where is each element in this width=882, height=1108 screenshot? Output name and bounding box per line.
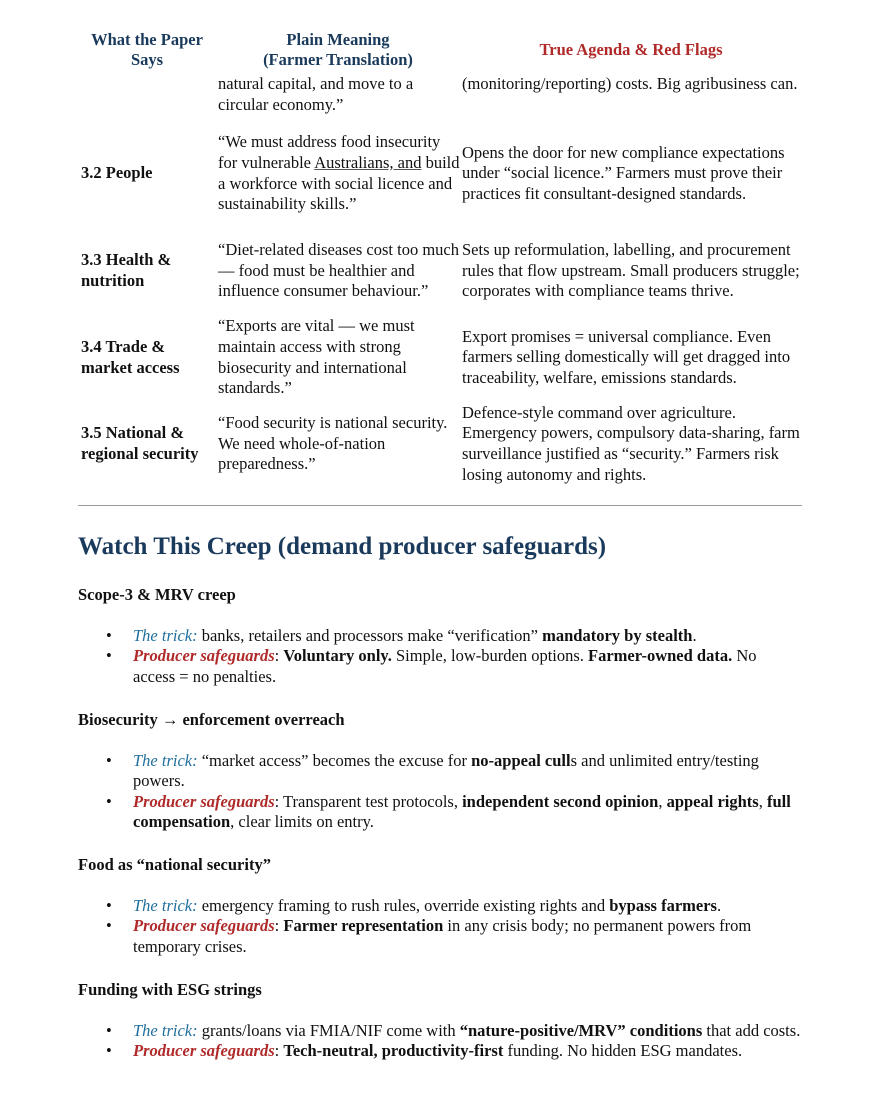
block-heading: Funding with ESG strings xyxy=(78,980,262,999)
list-item-trick: • The trick: banks, retailers and processors make “verification” mandatory by stealth. xyxy=(78,626,802,647)
cell-says: 3.3 Health & nutrition xyxy=(81,250,172,290)
cell-plain: “Exports are vital — we must maintain access with strong biosecurity and international standards.” xyxy=(218,316,415,398)
trick-label: The trick: xyxy=(133,750,198,770)
bullet-list xyxy=(78,896,802,958)
cell-plain: “Diet-related diseases cost too much — food must be healthier and influence consumer behaviour.” xyxy=(218,240,459,301)
cell-says: 3.2 People xyxy=(81,163,153,183)
table-row xyxy=(78,314,802,401)
cell-agenda: Defence-style command over agriculture. Emergency powers, compulsory data-sharing, farm surveillance justified as “security.” Farmers risk losing autonomy and rights. xyxy=(462,402,800,484)
block-heading: Food as “national security” xyxy=(78,855,271,874)
cell-plain: natural capital, and move to a circular economy.” xyxy=(218,74,414,114)
list-item-safeguards: • Producer safeguards: Farmer representation in any crisis body; no permanent powers from temporary crises. xyxy=(78,916,802,957)
trick-label: The trick: xyxy=(133,625,198,645)
table-row xyxy=(78,401,802,487)
cell-says xyxy=(78,74,216,119)
cell-agenda: Opens the door for new compliance expectations under “social licence.” Farmers must prove their practices fit consultant-designed standards. xyxy=(462,142,785,203)
list-item-trick: • The trick: emergency framing to rush rules, override existing rights and bypass farmers. xyxy=(78,896,802,917)
block-biosecurity xyxy=(78,710,802,833)
spellcheck-underline: Australians, and xyxy=(314,152,422,172)
bullet-list xyxy=(78,1021,802,1062)
cell-agenda: (monitoring/reporting) costs. Big agribusiness can. xyxy=(462,74,798,93)
cell-says: 3.4 Trade & market access xyxy=(81,336,180,377)
bullet-list xyxy=(78,626,802,688)
list-item-trick: • The trick: grants/loans via FMIA/NIF come with “nature-positive/MRV” conditions that add costs. xyxy=(78,1021,802,1042)
comparison-table xyxy=(78,28,802,487)
block-funding-esg xyxy=(78,980,802,1062)
block-national-security xyxy=(78,855,802,957)
block-heading: Scope-3 & MRV creep xyxy=(78,585,236,604)
table-row xyxy=(78,228,802,314)
list-item-safeguards: • Producer safeguards: Tech-neutral, productivity-first funding. No hidden ESG mandates. xyxy=(78,1041,802,1062)
safeguards-label: Producer safeguards xyxy=(133,1041,275,1061)
cell-plain: “Food security is national security. We need whole-of-nation preparedness.” xyxy=(218,413,448,474)
table-header xyxy=(78,28,802,74)
header-what-paper-says: What the Paper Says xyxy=(91,30,203,69)
table-row-carryover xyxy=(78,74,802,119)
block-scope3 xyxy=(78,585,802,687)
cell-plain: “We must address food insecurity for vulnerable Australians, and build a workforce with social licence and sustainability skills.” xyxy=(218,132,460,214)
cell-agenda: Export promises = universal compliance. Even farmers selling domestically will get dragged into traceability, welfare, emissions standards. xyxy=(462,326,791,387)
safeguards-label: Producer safeguards xyxy=(133,646,275,666)
cell-says: 3.5 National & regional security xyxy=(81,423,199,463)
list-item-safeguards: • Producer safeguards: Transparent test protocols, independent second opinion, appeal rights, full compensation, clear limits on entry. xyxy=(78,792,802,833)
header-true-agenda: True Agenda & Red Flags xyxy=(539,40,723,59)
cell-agenda: Sets up reformulation, labelling, and procurement rules that flow upstream. Small producers struggle; corporates with compliance teams thrive. xyxy=(462,240,800,301)
section-title: Watch This Creep (demand producer safeguards) xyxy=(78,533,607,560)
safeguards-label: Producer safeguards xyxy=(133,916,275,936)
bullet-list xyxy=(78,751,802,833)
safeguards-label: Producer safeguards xyxy=(133,791,275,811)
list-item-trick: • The trick: “market access” becomes the excuse for no-appeal culls and unlimited entry/testing powers. xyxy=(78,751,802,792)
header-plain-meaning: Plain Meaning (Farmer Translation) xyxy=(263,30,413,69)
horizontal-divider xyxy=(78,505,802,506)
list-item-safeguards: • Producer safeguards: Voluntary only. Simple, low-burden options. Farmer-owned data. No access = no penalties. xyxy=(78,646,802,687)
trick-label: The trick: xyxy=(133,1020,198,1040)
trick-label: The trick: xyxy=(133,895,198,915)
table-row xyxy=(78,119,802,228)
block-heading: Biosecurity → enforcement overreach xyxy=(78,710,345,729)
